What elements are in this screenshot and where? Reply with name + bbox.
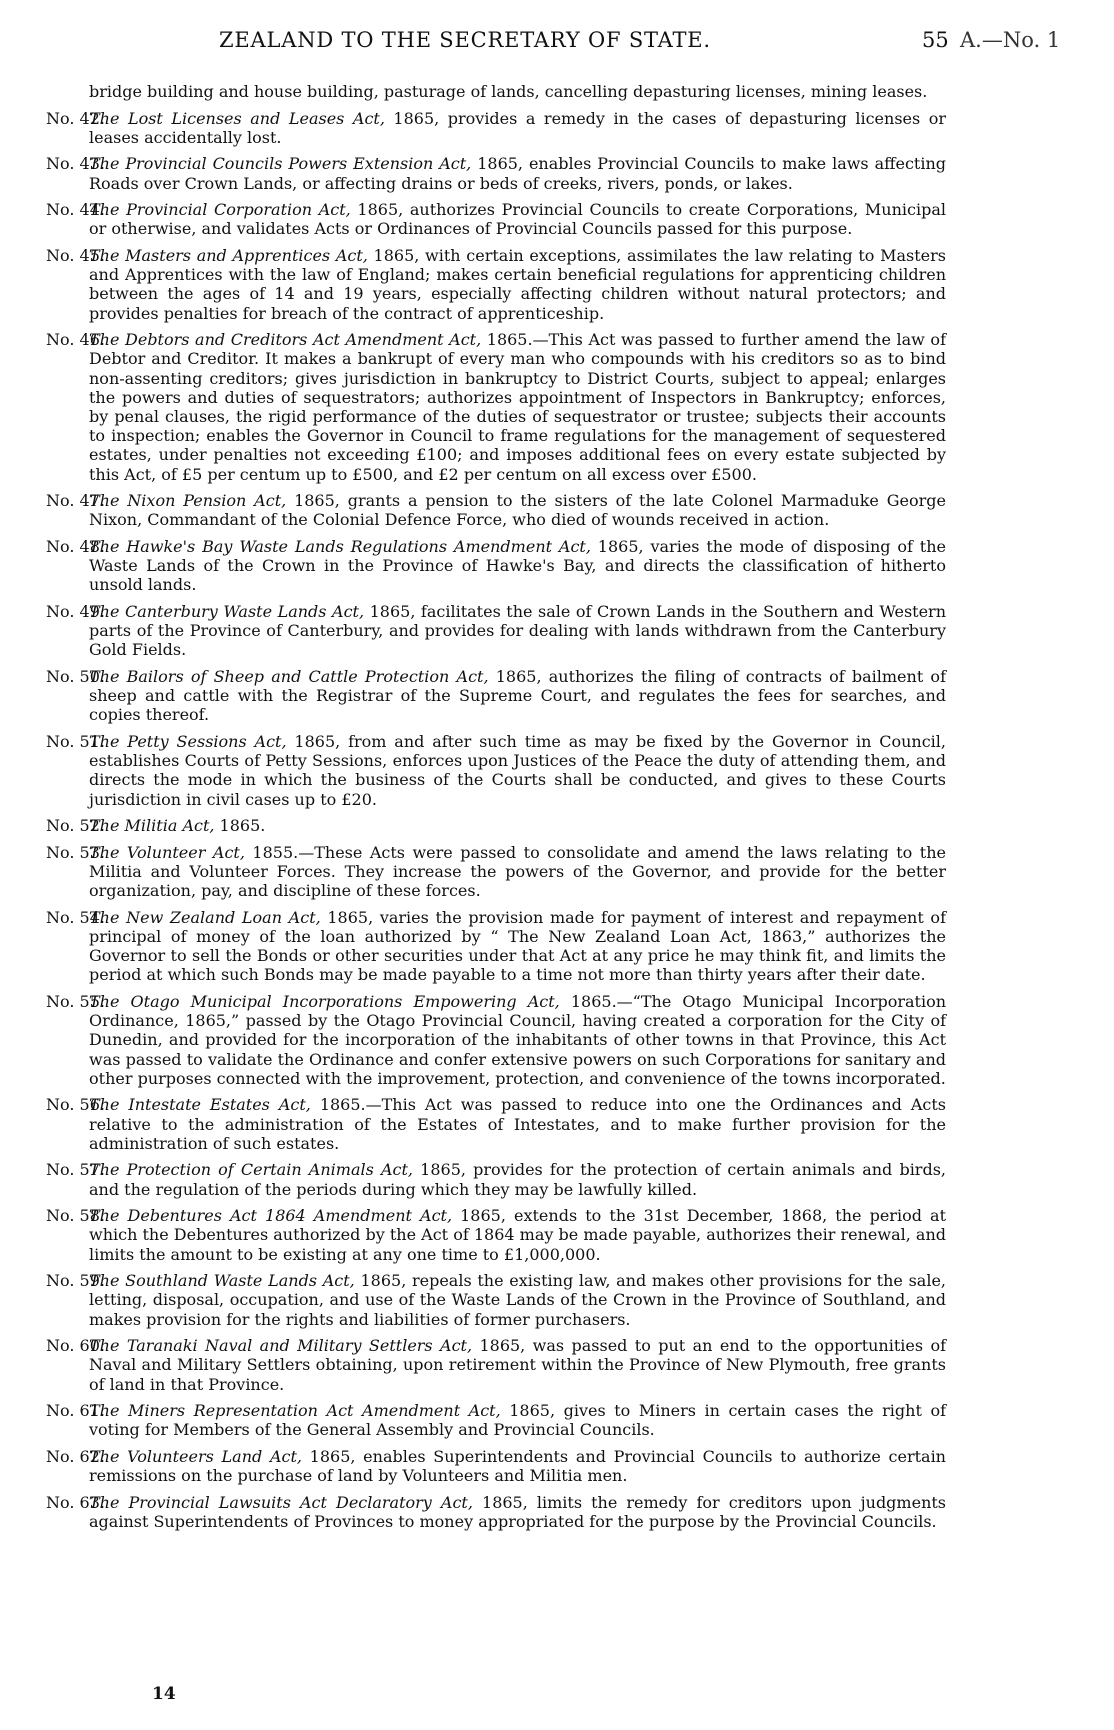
entry-number: No. 43. <box>46 154 105 174</box>
act-entry <box>46 1095 946 1153</box>
act-title: The Provincial Councils Powers Extension Act, <box>89 154 472 174</box>
act-title: The Miners Representation Act Amendment Act, <box>89 1401 501 1421</box>
act-entry <box>46 1401 946 1439</box>
entry-text: 1865, varies the mode of disposing of the Waste Lands of the Crown in the Province of Hawke's Bay, and directs the classification of hitherto unsold lands. <box>89 537 947 595</box>
act-title: The Volunteer Act, <box>89 842 245 862</box>
header-title: ZEALAND TO THE SECRETARY OF STATE. <box>219 28 711 52</box>
entry-number: No. 46. <box>46 330 105 350</box>
entry-text: 1865, was passed to put an end to the opportunities of Naval and Military Settlers obtaining, upon retirement within the Province of New Plymouth, free grants of land in that Province. <box>89 1336 947 1394</box>
act-entry <box>46 843 946 901</box>
act-title: The Debtors and Creditors Act Amendment Act, <box>89 330 482 350</box>
act-entry <box>46 200 946 238</box>
entry-text: 1865, facilitates the sale of Crown Lands in the Southern and Western parts of the Province of Canterbury, and provides for dealing with lands withdrawn from the Canterbury Gold Fields. <box>89 602 947 660</box>
entry-number: No. 60. <box>46 1336 105 1356</box>
entry-number: No. 62. <box>46 1447 105 1466</box>
act-title: The Otago Municipal Incorporations Empowering Act, <box>89 992 560 1011</box>
act-title: The Bailors of Sheep and Cattle Protection Act, <box>89 667 489 686</box>
entry-number: No. 63. <box>46 1492 105 1512</box>
act-entry <box>46 1447 946 1485</box>
act-entry <box>46 908 946 985</box>
continuation-paragraph: bridge building and house building, pasturage of lands, cancelling depasturing licenses, mining leases. <box>89 82 928 101</box>
entry-text: 1865, with certain exceptions, assimilates the law relating to Masters and Apprentices with the law of England; makes certain beneficial regulations for apprenticing children between the ages of 14 and 19 years, especially affecting children without natural protectors; and provides penalties for breach of the contract of apprenticeship. <box>89 245 946 323</box>
act-entry <box>46 732 946 809</box>
act-title: The Provincial Lawsuits Act Declaratory Act, <box>89 1492 473 1512</box>
entry-number: No. 51. <box>46 732 105 751</box>
entry-text: 1865, repeals the existing law, and makes other provisions for the sale, letting, disposal, occupation, and use of the Waste Lands of the Crown in the Province of Southland, and makes provision for the rights and liabilities of former purchasers. <box>89 1271 947 1329</box>
act-title: The Intestate Estates Act, <box>89 1095 311 1115</box>
act-title: The Volunteers Land Act, <box>89 1447 302 1466</box>
entry-text: 1865, enables Provincial Councils to make laws affecting Roads over Crown Lands, or affecting drains or beds of creeks, rivers, ponds, or lakes. <box>89 154 947 193</box>
act-entry <box>46 537 946 595</box>
act-entry <box>46 1271 946 1329</box>
entry-number: No. 45. <box>46 245 105 265</box>
act-title: The Provincial Corporation Act, <box>89 200 351 220</box>
entry-number: No. 61. <box>46 1401 105 1421</box>
act-title: The New Zealand Loan Act, <box>89 907 321 927</box>
entry-text: 1865, provides for the protection of certain animals and birds, and the regulation of the periods during which they may be lawfully killed. <box>89 1160 946 1199</box>
entry-number: No. 49. <box>46 602 105 621</box>
act-entry <box>46 1160 946 1198</box>
entry-number: No. 57. <box>46 1160 105 1180</box>
entry-text: 1865, grants a pension to the sisters of the late Colonel Marmaduke George Nixon, Commandant of the Colonial Defence Force, who died of wounds received in action. <box>89 491 946 530</box>
act-entry <box>46 1336 946 1394</box>
entry-number: No. 50. <box>46 667 105 686</box>
act-title: The Masters and Apprentices Act, <box>89 245 368 265</box>
act-title: The Protection of Certain Animals Act, <box>89 1160 414 1180</box>
act-entry <box>46 1206 946 1264</box>
act-entry <box>46 246 946 323</box>
entry-text: 1865, from and after such time as may be fixed by the Governor in Council, establishes Courts of Petty Sessions, enforces upon Justices of the Peace the duty of attending them, and directs the mode in which the business of the Courts shall be conducted, and gives to these Courts jurisdiction in civil cases up to £20. <box>89 732 946 809</box>
entry-number: No. 42. <box>46 108 105 128</box>
page-number: 55 <box>922 28 949 52</box>
entry-text: 1855.—These Acts were passed to consolidate and amend the laws relating to the Militia and Volunteer Forces. They increase the powers of the Governor, and provide for the better organization, pay, and discipline of these forces. <box>89 842 947 901</box>
act-title: The Petty Sessions Act, <box>89 732 287 751</box>
entry-number: No. 53. <box>46 842 105 862</box>
entry-text: 1865, limits the remedy for creditors upon judgments against Superintendents of Provinces to money appropriated for the purpose by the Provincial Councils. <box>89 1492 947 1531</box>
entry-text: 1865, varies the provision made for payment of interest and repayment of principal of money of the loan authorized by “ The New Zealand Loan Act, 1863,” authorizes the Governor to sell the Bonds or other securities under that Act at any price he may think fit, and limits the period at which such Bonds may be made payable to a time not more than thirty years after their date. <box>89 907 946 985</box>
document-reference: A.—No. 1 <box>960 28 1061 52</box>
act-entry <box>46 992 946 1088</box>
entry-number: No. 58. <box>46 1206 105 1226</box>
act-title: The Hawke's Bay Waste Lands Regulations Amendment Act, <box>89 537 591 556</box>
signature-number: 14 <box>152 1684 176 1704</box>
entry-number: No. 55. <box>46 992 105 1011</box>
act-entry <box>46 154 946 192</box>
running-header <box>0 28 1114 62</box>
act-title: The Nixon Pension Act, <box>89 491 287 511</box>
entry-number: No. 54. <box>46 907 105 927</box>
entry-number: No. 56. <box>46 1095 105 1115</box>
entry-number: No. 48. <box>46 537 105 556</box>
act-title: The Militia Act, <box>89 816 215 836</box>
entry-text: 1865, provides a remedy in the cases of depasturing licenses or leases accidentally lost. <box>89 108 947 147</box>
document-body <box>46 82 946 1539</box>
act-title: The Debentures Act 1864 Amendment Act, <box>89 1206 453 1226</box>
entry-number: No. 44. <box>46 200 105 220</box>
act-title: The Southland Waste Lands Act, <box>89 1271 355 1291</box>
act-entry <box>46 1493 946 1531</box>
act-entry <box>46 109 946 147</box>
act-entry <box>46 491 946 529</box>
entry-text: 1865.—This Act was passed to further amend the law of Debtor and Creditor. It makes a bankrupt of every man who compounds with his creditors so as to bind non-assenting creditors; gives jurisdiction in bankruptcy to District Courts, subject to appeal; enlarges the powers and duties of sequestrators; authorizes appointment of Inspectors in Bankruptcy; enforces, by penal clauses, the rigid performance of the duties of sequestrator or trustee; subjects their accounts to inspection; enables the Governor in Council to frame regulations for the management of sequestered estates, under penalties not exceeding £100; and imposes additional fees on every estate subjected by this Act, of £5 per centum up to £500, and £2 per centum on all excess over £500. <box>89 330 946 484</box>
entry-number: No. 59. <box>46 1271 105 1291</box>
entry-text: 1865, gives to Miners in certain cases the right of voting for Members of the General Assembly and Provincial Councils. <box>89 1401 946 1440</box>
act-entry <box>46 816 946 835</box>
entry-number: No. 47. <box>46 491 105 511</box>
entry-text: 1865, authorizes Provincial Councils to create Corporations, Municipal or otherwise, and validates Acts or Ordinances of Provincial Councils passed for this purpose. <box>89 200 947 239</box>
entry-text: 1865, enables Superintendents and Provincial Councils to authorize certain remissions on the purchase of land by Volunteers and Militia men. <box>89 1447 946 1486</box>
entry-number: No. 52. <box>46 816 105 836</box>
entry-text: 1865, extends to the 31st December, 1868, the period at which the Debentures authorized by the Act of 1864 may be made payable, authorizes their renewal, and limits the amount to be existing at any one time to £1,000,000. <box>89 1206 946 1264</box>
act-entry <box>46 667 946 725</box>
entry-text: 1865.—This Act was passed to reduce into one the Ordinances and Acts relative to the administration of the Estates of Intestates, and to make further provision for the administration of such estates. <box>89 1095 946 1153</box>
entry-text: 1865, authorizes the filing of contracts of bailment of sheep and cattle with the Registrar of the Supreme Court, and regulates the fees for searches, and copies thereof. <box>89 667 946 725</box>
act-title: The Lost Licenses and Leases Act, <box>89 108 385 128</box>
act-entry <box>46 602 946 660</box>
entry-text: 1865. <box>214 816 266 836</box>
entry-text: 1865.—“The Otago Municipal Incorporation Ordinance, 1865,” passed by the Otago Provincial Council, having created a corporation for the City of Dunedin, and provided for the incorporation of the inhabitants of other towns in that Province, this Act was passed to validate the Ordinance and confer extensive powers on such Corporations for sanitary and other purposes connected with the improvement, protection, and convenience of the towns incorporated. <box>89 992 947 1088</box>
act-entry <box>46 330 946 484</box>
act-title: The Taranaki Naval and Military Settlers Act, <box>89 1336 473 1356</box>
act-title: The Canterbury Waste Lands Act, <box>89 602 365 621</box>
